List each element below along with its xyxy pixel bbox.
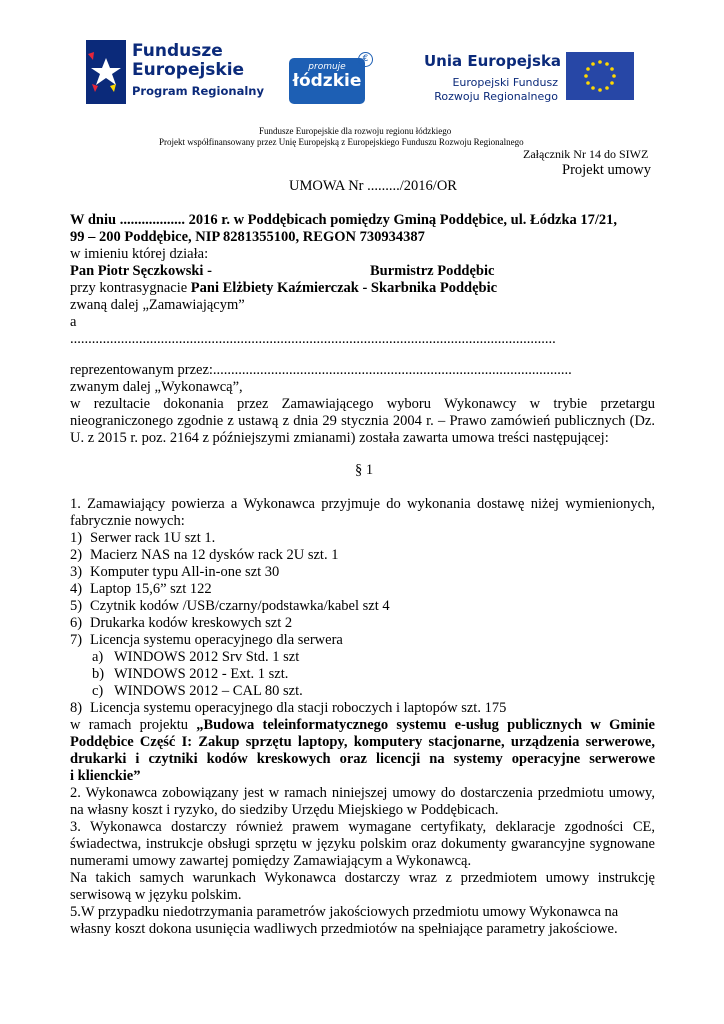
fe-title-2: Europejskie — [132, 60, 245, 80]
item-text: Drukarka kodów kreskowych szt 2 — [90, 615, 293, 631]
contract-title: UMOWA Nr ........./2016/OR — [289, 178, 457, 194]
kontr-name: Pani Elżbiety Kaźmierczak - Skarbnika Poddębic — [190, 280, 498, 296]
burmistrz-title: Burmistrz Poddębic — [370, 263, 495, 279]
project-line-1 — [70, 717, 655, 734]
fe-star-icon — [86, 40, 126, 104]
item-text: Laptop 15,6” szt 122 — [90, 581, 212, 597]
zwanym-line: zwanym dalej „Wykonawcą”, — [70, 379, 243, 395]
p5-line-1: 5.W przypadku niedotrzymania parametrów jakościowych przedmiotu umowy Wykonawca na — [70, 904, 619, 920]
project-line-2: Poddębice Część I: Zakup sprzętu laptopy, komputery stacjonarne, urządzenia serwerowe, — [70, 734, 655, 750]
p5-line-2: własny koszt dokona usunięcia wadliwych przedmiotów na spełniające parametry jakościowe. — [70, 921, 618, 937]
sub-item-letter: c) — [92, 683, 104, 699]
project-name-1: „Budowa teleinformatycznego systemu e-usług publicznych w Gminie — [196, 717, 655, 733]
w-imieniu: w imieniu której działa: — [70, 246, 209, 262]
rezultat-line-1: w rezultacie dokonania przez Zamawiającego wyboru Wykonawcy w trybie przetargu — [70, 396, 655, 412]
list-item — [70, 615, 293, 632]
item-text: Komputer typu All-in-one szt 30 — [90, 564, 280, 580]
pan-name: Pan Piotr Sęczkowski - — [70, 263, 212, 279]
annex-label: Załącznik Nr 14 do SIWZ — [523, 147, 649, 161]
lodz-small-text: promuje — [308, 62, 346, 72]
item-text: Serwer rack 1U szt 1. — [90, 530, 216, 546]
item-number: 3) — [70, 564, 83, 580]
sub-item-text: WINDOWS 2012 Srv Std. 1 szt — [114, 649, 300, 665]
parties-line-2: 99 – 200 Poddębice, NIP 8281355100, REGON 730934387 — [70, 229, 425, 245]
sub-item-letter: b) — [92, 666, 105, 682]
item-number: 8) — [70, 700, 83, 716]
sub-item-letter: a) — [92, 649, 104, 665]
item-number: 2) — [70, 547, 83, 563]
kontr-prefix: przy kontrasygnacie — [70, 280, 191, 296]
sub-item-text: WINDOWS 2012 – CAL 80 szt. — [114, 683, 303, 699]
item-number: 5) — [70, 598, 83, 614]
rezultat-line-3: U. z 2015 r. poz. 2164 z późniejszymi zmianami) została zawarta umowa treści następującej: — [70, 430, 609, 446]
p3-line-3: numerami umowy zawartej pomiędzy Zamawiającym a Wykonawcą. — [70, 853, 472, 869]
header-line-1: Fundusze Europejskie dla rozwoju regionu łódzkiego — [259, 126, 452, 136]
fe-text — [132, 42, 264, 101]
p3-line-2: świadectwa, instrukcje obsługi sprzętu w języku polskim oraz dokumenty gwarancyjne sygnowane — [70, 836, 655, 852]
project-line-4: i klienckie” — [70, 768, 141, 784]
p2-line-1: 2. Wykonawca zobowiązany jest w ramach niniejszej umowy do dostarczenia przedmiotu umowy, — [70, 785, 655, 801]
item-number: 7) — [70, 632, 83, 648]
lodz-big-text: łódzkie — [292, 71, 362, 91]
project-prefix: w ramach projektu — [70, 717, 197, 733]
ue-sub-2: Rozwoju Regionalnego — [434, 90, 558, 103]
s1-line-2: fabrycznie nowych: — [70, 513, 185, 529]
p3-line-1: 3. Wykonawca dostarczy również prawem wymagane certyfikaty, deklaracje zgodności CE, — [70, 819, 655, 835]
euro-circle-icon: € — [358, 52, 373, 67]
eu-flag-icon — [566, 52, 634, 100]
list-item — [70, 700, 507, 717]
sub-item — [92, 683, 303, 700]
parties-line-1: W dniu .................. 2016 r. w Poddębicach pomiędzy Gminą Poddębice, ul. Łódzka 17/21, — [70, 212, 618, 228]
item-number: 1) — [70, 530, 83, 546]
rezultat-line-2: nieograniczonego zgodnie z ustawą z dnia 29 stycznia 2004 r. – Prawo zamówień publicznych (Dz. — [70, 413, 655, 429]
project-line-3: drukarki i czytniki kodów kreskowych oraz licencji na systemy operacyjne serwerowe — [70, 751, 655, 767]
dots-line: ...................................................................................................................................... — [70, 331, 556, 347]
sub-item — [92, 649, 300, 666]
item-text: Licencja systemu operacyjnego dla stacji roboczych i laptopów szt. 175 — [90, 700, 507, 716]
ue-text — [424, 52, 562, 104]
list-item — [70, 564, 280, 581]
p4-line-2: serwisową w języku polskim. — [70, 887, 242, 903]
section-mark: § 1 — [355, 462, 374, 478]
sub-item — [92, 666, 289, 683]
project-label: Projekt umowy — [562, 162, 652, 178]
item-number: 6) — [70, 615, 83, 631]
a-line: a — [70, 314, 77, 330]
p4-line-1: Na takich samych warunkach Wykonawca dostarczy wraz z przedmiotem umowy instrukcję — [70, 870, 655, 886]
fe-subtitle: Program Regionalny — [132, 84, 264, 98]
header-line-2: Projekt współfinansowany przez Unię Europejską z Europejskiego Funduszu Rozwoju Regionalnego — [159, 137, 524, 147]
list-item — [70, 530, 216, 547]
list-item — [70, 632, 343, 649]
logo-bar — [0, 30, 724, 110]
ue-sub-1: Europejski Fundusz — [452, 76, 558, 89]
item-text: Licencja systemu operacyjnego dla serwera — [90, 632, 343, 648]
reprezentowanym-line: reprezentowanym przez:................................................................................................... — [70, 362, 572, 378]
kontrasygnata — [70, 280, 497, 297]
ue-title: Unia Europejska — [424, 52, 562, 70]
s1-line-1: 1. Zamawiający powierza a Wykonawca przyjmuje do wykonania dostawę niżej wymienionych, — [70, 496, 655, 512]
list-item — [70, 581, 212, 598]
zwana-line: zwaną dalej „Zamawiającym” — [70, 297, 245, 313]
list-item — [70, 547, 339, 564]
p2-line-2: na własny koszt i ryzyko, do siedziby Urzędu Miejskiego w Poddębicach. — [70, 802, 499, 818]
sub-item-text: WINDOWS 2012 - Ext. 1 szt. — [114, 666, 289, 682]
item-text: Macierz NAS na 12 dysków rack 2U szt. 1 — [90, 547, 339, 563]
promuje-lodzkie-logo — [289, 58, 365, 104]
list-item — [70, 598, 390, 615]
item-text: Czytnik kodów /USB/czarny/podstawka/kabel szt 4 — [90, 598, 390, 614]
fe-title-1: Fundusze — [132, 41, 223, 61]
item-number: 4) — [70, 581, 83, 597]
